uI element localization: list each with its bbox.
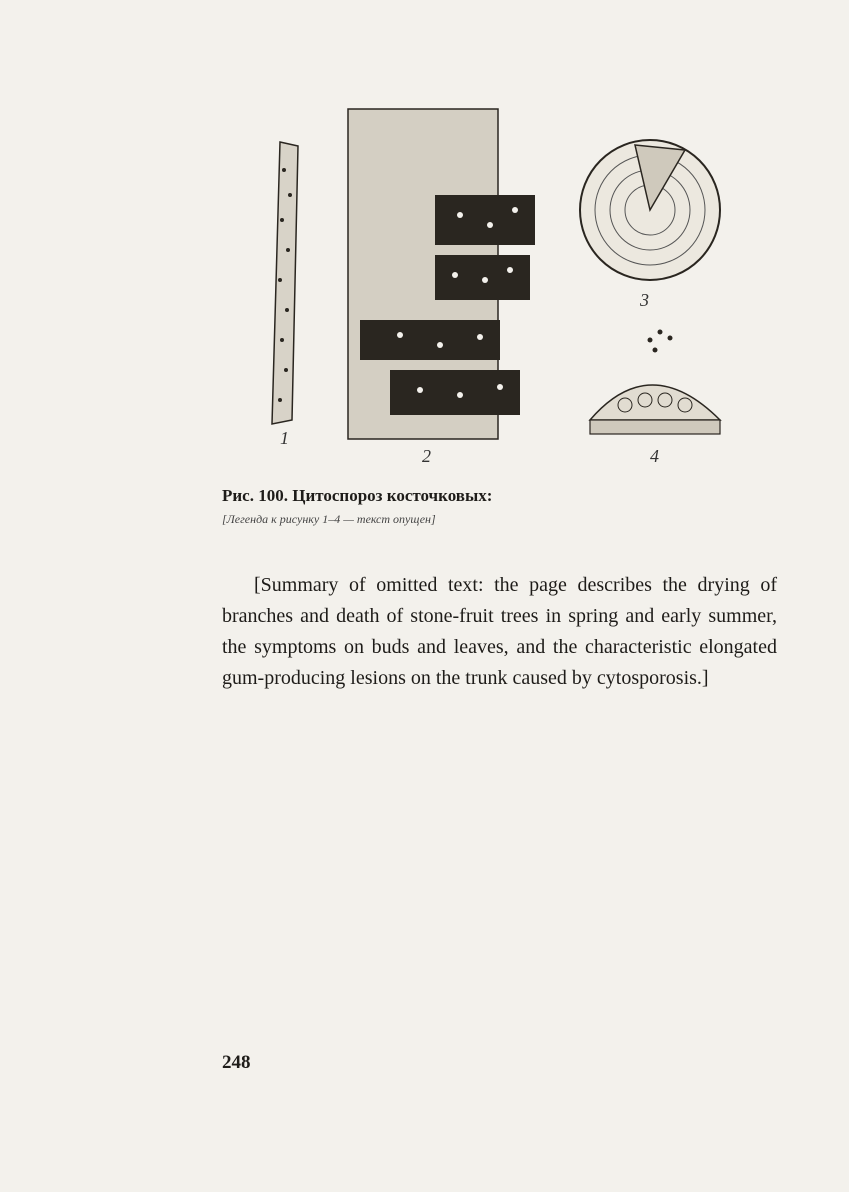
figure-label-2: 2 (422, 446, 431, 466)
page-number: 248 (222, 1052, 251, 1073)
figure-label-1: 1 (280, 428, 289, 448)
figure (240, 100, 800, 470)
figure-label-4: 4 (650, 446, 659, 466)
figure-caption-note: [Легенда к рисунку 1–4 — текст опущен] (222, 512, 436, 526)
figure-panel-4-pycnidium (580, 320, 730, 440)
figure-label-3: 3 (640, 290, 649, 310)
figure-caption-title: Рис. 100. Цитоспороз косточковых: (222, 486, 493, 505)
figure-panel-2-branch (340, 105, 550, 445)
body-summary: [Summary of omitted text: the page describes the drying of branches and death of stone-fruit trees in spring and early summer, the symptoms on buds and leaves, and the characteristic elongated gum-producing lesions on the trunk caused by cytosporosis.] (222, 574, 777, 689)
figure-panel-1-twig (258, 140, 308, 430)
figure-panel-3-cross-section (565, 130, 735, 290)
